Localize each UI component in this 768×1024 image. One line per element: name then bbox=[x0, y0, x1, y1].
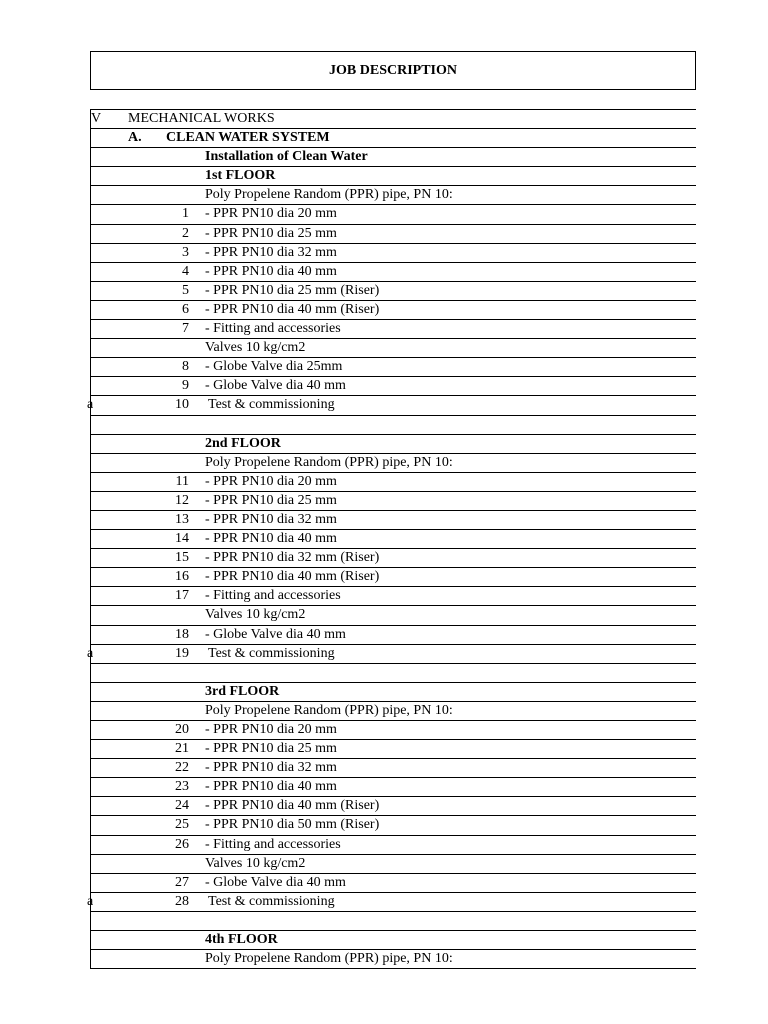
item-description: - PPR PN10 dia 32 mm bbox=[205, 244, 337, 260]
item-description: - Globe Valve dia 40 mm bbox=[205, 874, 346, 890]
item-description: - PPR PN10 dia 40 mm bbox=[205, 779, 337, 795]
item-description: - Globe Valve dia 40 mm bbox=[205, 378, 346, 394]
item-description: - Fitting and accessories bbox=[205, 836, 341, 852]
item-description: - PPR PN10 dia 25 mm (Riser) bbox=[205, 282, 380, 298]
item-description: - PPR PN10 dia 32 mm bbox=[205, 760, 337, 776]
item-description: - Fitting and accessories bbox=[205, 588, 341, 604]
item-number: 28 bbox=[175, 893, 189, 909]
item-description: Test & commissioning bbox=[208, 893, 335, 909]
pipe-heading: Poly Propelene Random (PPR) pipe, PN 10: bbox=[205, 702, 453, 718]
item-number: 16 bbox=[175, 569, 189, 585]
item-number: 23 bbox=[175, 779, 189, 795]
clipped-letter: a bbox=[87, 645, 93, 661]
test-row bbox=[87, 396, 696, 415]
clipped-letter: a bbox=[87, 893, 93, 909]
item-description: - PPR PN10 dia 40 mm bbox=[205, 263, 337, 279]
pipe-item-row bbox=[91, 205, 696, 224]
item-description: - PPR PN10 dia 40 mm bbox=[205, 531, 337, 547]
header-title: JOB DESCRIPTION bbox=[329, 62, 457, 78]
item-number: 27 bbox=[175, 874, 189, 890]
item-number: 17 bbox=[175, 588, 189, 604]
item-number: 20 bbox=[175, 722, 189, 737]
subsection-row bbox=[91, 129, 696, 148]
floor-title: 4th FLOOR bbox=[205, 932, 278, 948]
valve-item-row bbox=[91, 358, 696, 377]
item-description: - PPR PN10 dia 20 mm bbox=[205, 206, 337, 222]
item-number: 11 bbox=[175, 473, 189, 489]
item-description: - PPR PN10 dia 40 mm (Riser) bbox=[205, 798, 380, 814]
pipe-item-row bbox=[91, 836, 696, 855]
item-number: 25 bbox=[175, 817, 189, 833]
item-number: 6 bbox=[182, 301, 189, 317]
item-number: 26 bbox=[175, 836, 189, 852]
valve-item-row bbox=[91, 377, 696, 396]
item-description: - Globe Valve dia 40 mm bbox=[205, 626, 346, 642]
pipe-item-row bbox=[91, 587, 696, 606]
valve-heading: Valves 10 kg/cm2 bbox=[205, 607, 306, 623]
item-description: - PPR PN10 dia 20 mm bbox=[205, 722, 337, 737]
pipe-item-row bbox=[91, 263, 696, 282]
test-row bbox=[87, 645, 696, 664]
pipe-item-row bbox=[91, 759, 696, 778]
blank-row bbox=[91, 912, 696, 931]
section-row bbox=[91, 110, 696, 129]
pipe-heading: Poly Propelene Random (PPR) pipe, PN 10: bbox=[205, 454, 453, 470]
valve-item-row bbox=[91, 626, 696, 645]
item-description: - Globe Valve dia 25mm bbox=[205, 359, 343, 375]
bill-of-quantities-table bbox=[87, 109, 696, 969]
pipe-item-row bbox=[91, 816, 696, 835]
pipe-item-row bbox=[91, 225, 696, 244]
pipe-item-row bbox=[91, 549, 696, 568]
pipe-item-row bbox=[91, 530, 696, 549]
floor-title: 1st FLOOR bbox=[205, 168, 276, 184]
item-number: 10 bbox=[175, 397, 189, 413]
floor-title-row bbox=[91, 435, 696, 454]
blank-row bbox=[91, 416, 696, 435]
item-number: 3 bbox=[182, 244, 189, 260]
item-description: - PPR PN10 dia 50 mm (Riser) bbox=[205, 817, 380, 833]
pipe-heading-row bbox=[91, 454, 696, 473]
installation-title: Installation of Clean Water bbox=[205, 149, 368, 165]
pipe-heading: Poly Propelene Random (PPR) pipe, PN 10: bbox=[205, 951, 453, 967]
subsection-letter: A. bbox=[128, 130, 142, 146]
clipped-letter: a bbox=[87, 397, 93, 413]
item-number: 19 bbox=[175, 645, 189, 661]
item-number: 9 bbox=[182, 378, 189, 394]
pipe-item-row bbox=[91, 244, 696, 263]
item-number: 21 bbox=[175, 741, 189, 757]
item-description: - PPR PN10 dia 40 mm (Riser) bbox=[205, 301, 380, 317]
pipe-heading-row bbox=[91, 702, 696, 721]
pipe-item-row bbox=[91, 511, 696, 530]
pipe-item-row bbox=[91, 301, 696, 320]
pipe-item-row bbox=[91, 320, 696, 339]
item-number: 12 bbox=[175, 492, 189, 508]
item-number: 5 bbox=[182, 282, 189, 298]
floor-title: 3rd FLOOR bbox=[205, 683, 280, 699]
pipe-item-row bbox=[91, 473, 696, 492]
section-title: MECHANICAL WORKS bbox=[128, 111, 275, 126]
item-number: 1 bbox=[182, 206, 189, 222]
item-number: 18 bbox=[175, 626, 189, 642]
pipe-item-row bbox=[91, 740, 696, 759]
item-number: 24 bbox=[175, 798, 189, 814]
pipe-item-row bbox=[91, 282, 696, 301]
item-number: 15 bbox=[175, 550, 189, 566]
job-description-header bbox=[90, 51, 696, 90]
item-number: 14 bbox=[175, 531, 189, 547]
valve-item-row bbox=[91, 874, 696, 893]
pipe-heading-row bbox=[91, 186, 696, 205]
valve-heading-row bbox=[91, 855, 696, 874]
installation-row bbox=[91, 148, 696, 167]
item-description: Test & commissioning bbox=[208, 397, 335, 413]
pipe-item-row bbox=[91, 492, 696, 511]
item-description: - PPR PN10 dia 25 mm bbox=[205, 225, 337, 241]
item-description: - PPR PN10 dia 40 mm (Riser) bbox=[205, 569, 380, 585]
item-number: 8 bbox=[182, 359, 189, 375]
valve-heading-row bbox=[91, 606, 696, 625]
pipe-heading: Poly Propelene Random (PPR) pipe, PN 10: bbox=[205, 187, 453, 203]
floor-title-row bbox=[91, 167, 696, 186]
pipe-item-row bbox=[91, 797, 696, 816]
floor-title-row bbox=[91, 683, 696, 702]
item-description: - PPR PN10 dia 25 mm bbox=[205, 741, 337, 757]
item-description: Test & commissioning bbox=[208, 645, 335, 661]
item-number: 4 bbox=[182, 263, 189, 279]
item-number: 2 bbox=[182, 225, 189, 241]
section-roman: V bbox=[91, 111, 102, 126]
item-description: - PPR PN10 dia 32 mm (Riser) bbox=[205, 550, 380, 566]
valve-heading-row bbox=[91, 339, 696, 358]
pipe-item-row bbox=[91, 721, 696, 740]
item-number: 22 bbox=[175, 760, 189, 776]
item-description: - PPR PN10 dia 20 mm bbox=[205, 473, 337, 489]
blank-row bbox=[91, 664, 696, 683]
floor-title: 2nd FLOOR bbox=[205, 435, 281, 451]
pipe-item-row bbox=[91, 568, 696, 587]
subsection-title: CLEAN WATER SYSTEM bbox=[166, 130, 330, 146]
pipe-item-row bbox=[91, 778, 696, 797]
item-description: - PPR PN10 dia 32 mm bbox=[205, 511, 337, 527]
item-number: 7 bbox=[182, 321, 189, 337]
pipe-heading-row bbox=[91, 950, 696, 969]
item-number: 13 bbox=[175, 511, 189, 527]
item-description: - PPR PN10 dia 25 mm bbox=[205, 492, 337, 508]
item-description: - Fitting and accessories bbox=[205, 321, 341, 337]
valve-heading: Valves 10 kg/cm2 bbox=[205, 340, 306, 356]
test-row bbox=[87, 893, 696, 912]
valve-heading: Valves 10 kg/cm2 bbox=[205, 855, 306, 871]
floor-title-row bbox=[91, 931, 696, 950]
